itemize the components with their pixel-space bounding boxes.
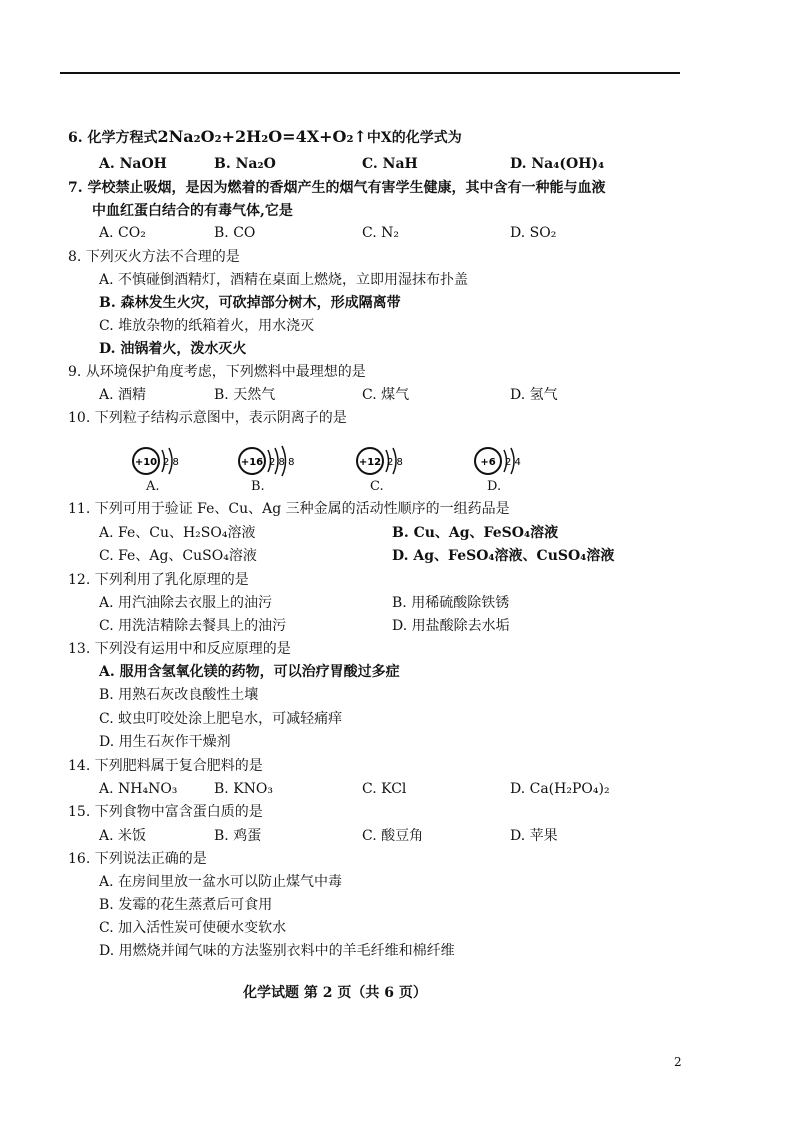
header-rule — [60, 72, 680, 74]
question-13: 13. 下列没有运用中和反应原理的是 — [68, 641, 291, 657]
atom-diagram-d — [472, 444, 542, 478]
q13-option-b: B. 用熟石灰改良酸性土壤 — [99, 687, 259, 703]
q11-option-d: D. Ag、FeSO₄溶液、CuSO₄溶液 — [392, 548, 615, 564]
question-10: 10. 下列粒子结构示意图中，表示阴离子的是 — [68, 410, 347, 426]
question-15: 15. 下列食物中富含蛋白质的是 — [68, 804, 263, 820]
q8-option-b: B. 森林发生火灾，可砍掉部分树木，形成隔离带 — [99, 295, 401, 311]
q16-option-a: A. 在房间里放一盆水可以防止煤气中毒 — [99, 874, 343, 890]
nucleus-b: +16 — [240, 457, 264, 468]
q6-option-b: B. Na₂O — [214, 156, 276, 172]
q13-option-d: D. 用生石灰作干燥剂 — [99, 734, 231, 750]
shells-b: 2 8 8 — [269, 457, 295, 468]
diagram-label-d: D. — [487, 479, 502, 494]
q8-option-a: A. 不慎碰倒酒精灯，酒精在桌面上燃烧，立即用湿抹布扑盖 — [99, 272, 469, 288]
q6-option-a: A. NaOH — [99, 156, 167, 172]
q12-option-d: D. 用盐酸除去水垢 — [392, 618, 510, 634]
q7-option-d: D. SO₂ — [510, 225, 557, 241]
q13-option-a: A. 服用含氢氧化镁的药物，可以治疗胃酸过多症 — [99, 664, 400, 680]
q7-option-c: C. N₂ — [362, 225, 399, 241]
question-12: 12. 下列利用了乳化原理的是 — [68, 572, 249, 588]
q14-option-a: A. NH₄NO₃ — [99, 781, 178, 797]
nucleus-d: +6 — [480, 457, 496, 468]
nucleus-c: +12 — [358, 457, 382, 468]
question-14: 14. 下列肥料属于复合肥料的是 — [68, 758, 263, 774]
q15-option-c: C. 酸豆角 — [362, 828, 424, 844]
question-16: 16. 下列说法正确的是 — [68, 851, 207, 867]
q7-option-a: A. CO₂ — [99, 225, 146, 241]
q9-option-a: A. 酒精 — [99, 387, 147, 403]
q14-option-c: C. KCl — [362, 781, 407, 797]
question-9: 9. 从环境保护角度考虑，下列燃料中最理想的是 — [68, 364, 366, 380]
diagram-label-a: A. — [146, 479, 160, 494]
q12-option-c: C. 用洗洁精除去餐具上的油污 — [99, 618, 287, 634]
question-7: 7. 学校禁止吸烟，是因为燃着的香烟产生的烟气有害学生健康，其中含有一种能与血液 — [68, 180, 606, 196]
q11-option-b: B. Cu、Ag、FeSO₄溶液 — [392, 525, 559, 541]
q6-option-c: C. NaH — [362, 156, 418, 172]
question-8: 8. 下列灭火方法不合理的是 — [68, 249, 240, 265]
q12-option-a: A. 用汽油除去衣服上的油污 — [99, 595, 273, 611]
diagram-label-b: B. — [251, 479, 265, 494]
q11-option-c: C. Fe、Ag、CuSO₄溶液 — [99, 548, 257, 564]
q11-option-a: A. Fe、Cu、H₂SO₄溶液 — [99, 525, 256, 541]
q15-option-d: D. 苹果 — [510, 828, 558, 844]
q14-option-d: D. Ca(H₂PO₄)₂ — [510, 781, 610, 797]
page-footer: 化学试题 第 2 页（共 6 页） — [243, 985, 427, 1001]
q8-option-d: D. 油锅着火，泼水灭火 — [99, 341, 247, 357]
atom-diagram-a — [130, 444, 200, 478]
diagram-label-c: C. — [370, 479, 384, 494]
q12-option-b: B. 用稀硫酸除铁锈 — [392, 595, 510, 611]
q14-option-b: B. KNO₃ — [214, 781, 273, 797]
q16-option-c: C. 加入活性炭可使硬水变软水 — [99, 920, 287, 936]
shells-c: 2 8 — [387, 457, 403, 468]
q16-option-b: B. 发霉的花生蒸煮后可食用 — [99, 897, 273, 913]
atom-diagram-b — [236, 444, 316, 478]
atom-diagram-c — [354, 444, 424, 478]
q7-option-b: B. CO — [214, 225, 256, 241]
q15-option-b: B. 鸡蛋 — [214, 828, 262, 844]
q6-option-d: D. Na₄(OH)₄ — [510, 156, 605, 172]
nucleus-a: +10 — [134, 457, 158, 468]
page-number: 2 — [674, 1055, 682, 1069]
q9-option-d: D. 氢气 — [510, 387, 558, 403]
q9-option-b: B. 天然气 — [214, 387, 276, 403]
question-11: 11. 下列可用于验证 Fe、Cu、Ag 三种金属的活动性顺序的一组药品是 — [68, 501, 510, 517]
q8-option-c: C. 堆放杂物的纸箱着火，用水浇灭 — [99, 318, 315, 334]
q16-option-d: D. 用燃烧并闻气味的方法鉴别衣料中的羊毛纤维和棉纤维 — [99, 943, 455, 959]
question-6: 6. 化学方程式2Na₂O₂+2H₂O=4X+O₂↑中X的化学式为 — [68, 127, 462, 146]
q13-option-c: C. 蚊虫叮咬处涂上肥皂水，可减轻痛痒 — [99, 711, 343, 727]
shells-a: 2 8 — [163, 457, 179, 468]
q15-option-a: A. 米饭 — [99, 828, 147, 844]
q9-option-c: C. 煤气 — [362, 387, 410, 403]
question-7-line2: 中血红蛋白结合的有毒气体,它是 — [92, 203, 293, 219]
shells-d: 2 4 — [505, 457, 521, 468]
